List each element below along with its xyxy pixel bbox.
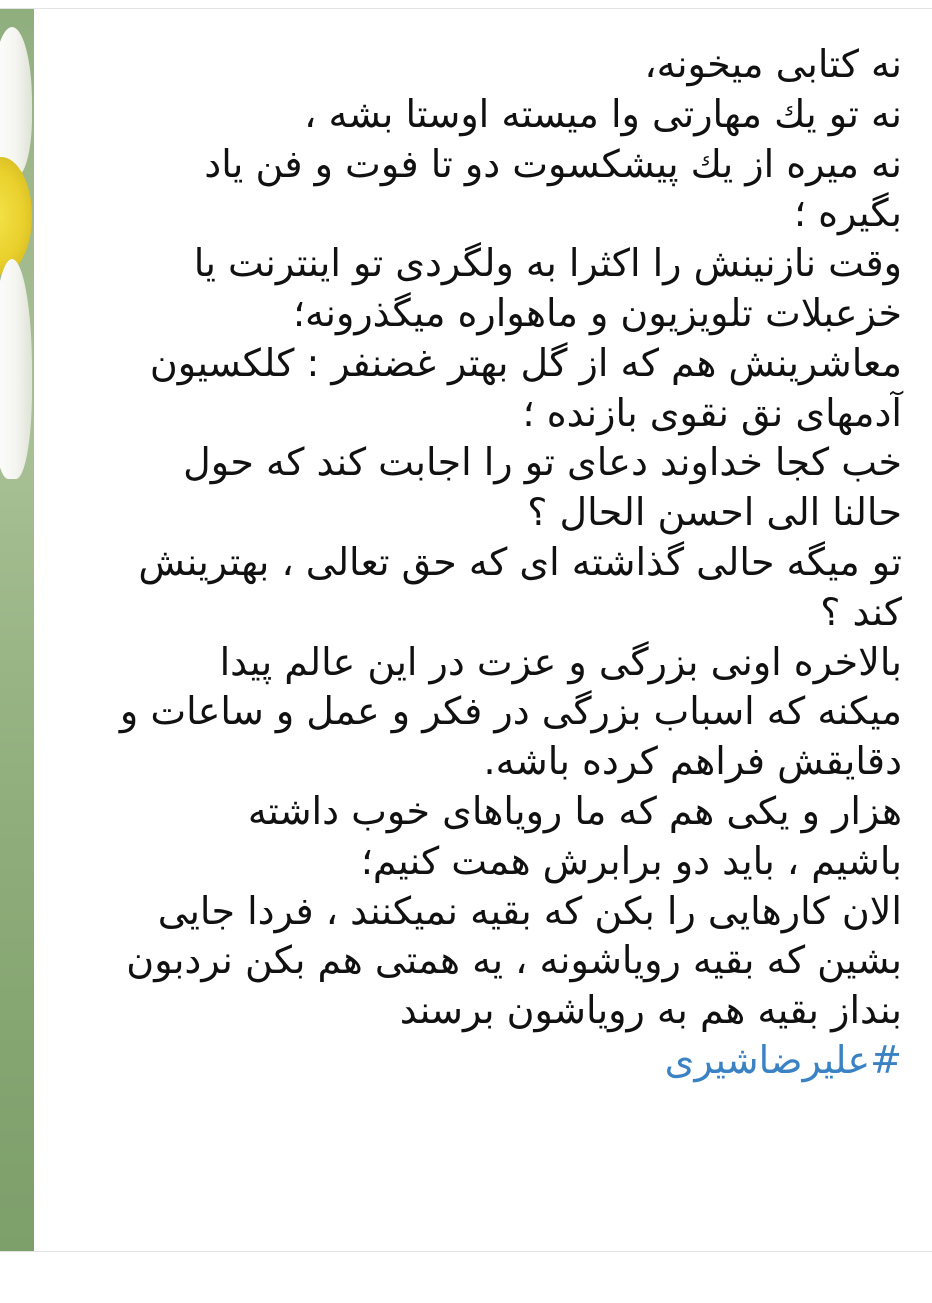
post-line: خزعبلات تلویزیون و ماهواره میگذرونه؛: [292, 290, 902, 335]
hashtag-link[interactable]: #علیرضاشیری: [664, 1037, 902, 1082]
top-divider: [0, 8, 932, 9]
post-line: میکنه که اسباب بزرگی در فکر و عمل و ساعات و: [119, 689, 902, 734]
post-line: آدمهای نق نقوی بازنده ؛: [522, 390, 902, 435]
post-line: بالاخره اونی بزرگی و عزت در این عالم پیدا: [219, 639, 902, 684]
post-line: وقت نازنینش را اکثرا به ولگردی تو اینترنت یا: [193, 241, 902, 286]
post-line: بنداز بقیه هم به رویاشون برسند: [399, 988, 902, 1033]
post-line: نه میره از يك پیشکسوت دو تا فوت و فن یاد: [204, 141, 902, 186]
flower-center: [0, 157, 32, 275]
post-line: تو میگه حالی گذاشته ای که حق تعالی ، بهترینش: [138, 539, 902, 584]
post-line: بشین که بقیه رویاشونه ، یه همتی هم بکن نردبون: [126, 938, 902, 983]
post-line: کند ؟: [820, 589, 902, 634]
flower-petal-bottom: [0, 259, 32, 479]
post-line: نه کتابی میخونه،: [644, 42, 902, 86]
post-line: الان کارهایی را بکن که بقیه نمیکنند ، فردا جایی: [157, 888, 902, 933]
bottom-divider: [0, 1251, 932, 1252]
post-text: [62, 40, 902, 1086]
post-line: باشیم ، باید دو برابرش همت کنیم؛: [360, 838, 902, 883]
post-line: خب کجا خداوند دعای تو را اجابت کند که حول: [183, 440, 902, 485]
post-line: معاشرینش هم که از گل بهتر غضنفر : کلکسیون: [149, 340, 902, 385]
post-line: دقایقش فراهم کرده باشه.: [483, 739, 902, 784]
post-line: بگیره ؛: [793, 191, 902, 236]
post-line: نه تو يك مهارتی وا میسته اوستا بشه ،: [304, 91, 902, 136]
flower-petal-top: [0, 27, 32, 177]
post-line: هزار و یکی هم که ما رویاهای خوب داشته: [247, 788, 902, 833]
post-line: حالنا الی احسن الحال ؟: [527, 490, 902, 535]
daisy-flower-image: [0, 9, 34, 1251]
